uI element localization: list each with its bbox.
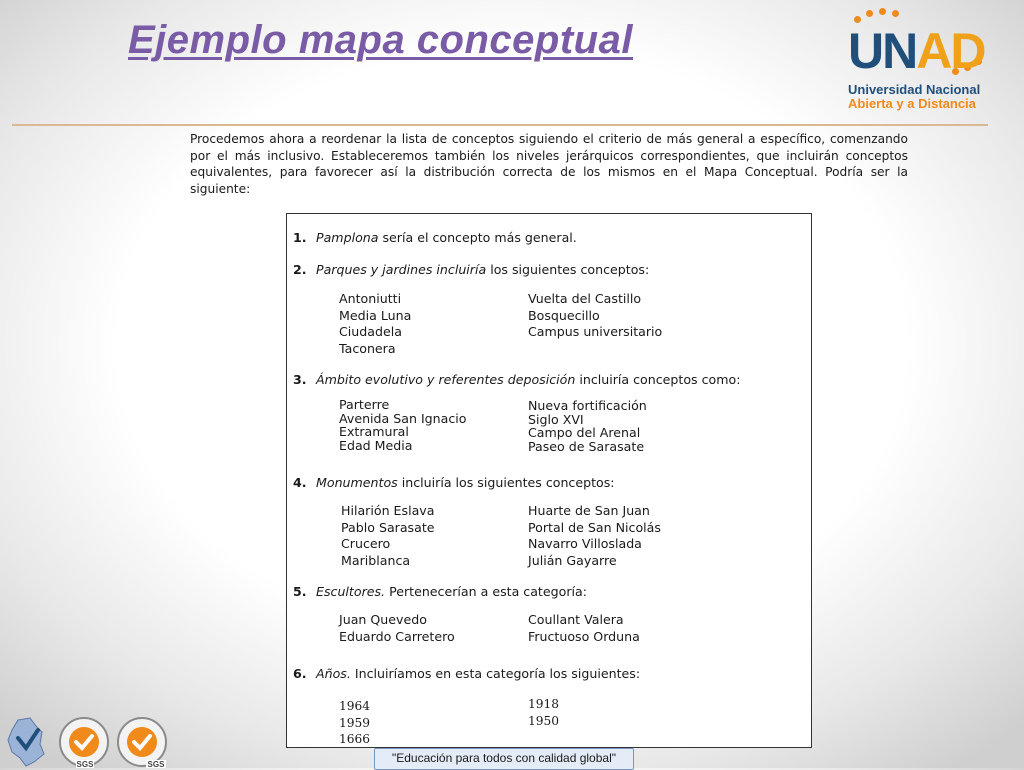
concept-item: Juan Quevedo <box>339 612 427 627</box>
concept-item: Eduardo Carretero <box>339 628 455 644</box>
concept-item: Pablo Sarasate <box>341 519 435 535</box>
section-heading: 3. Ámbito evolutivo y referentes deposición incluiría conceptos como: <box>293 372 741 387</box>
concept-column-left <box>341 503 435 569</box>
svg-text:SGS: SGS <box>76 760 94 768</box>
concept-item: Avenida San Ignacio <box>339 410 467 426</box>
section-heading: 2. Parques y jardines incluiría los siguientes conceptos: <box>293 262 650 277</box>
certification-seal-icon <box>58 716 110 768</box>
concept-item: 1666 <box>339 732 371 746</box>
concept-item: Media Luna <box>339 307 412 323</box>
concept-item: Vuelta del Castillo <box>528 291 642 306</box>
concept-item: Paseo de Sarasate <box>528 438 645 454</box>
concept-item: Huarte de San Juan <box>528 503 650 518</box>
concept-item: Fructuoso Orduna <box>528 628 640 644</box>
concept-column-left <box>339 612 455 645</box>
concept-item: Campo del Arenal <box>528 425 641 440</box>
concept-column-right <box>528 696 559 729</box>
concept-item: 1959 <box>339 715 371 730</box>
section-heading: 1. Pamplona sería el concepto más general. <box>293 230 577 245</box>
concept-item: Mariblanca <box>341 552 411 568</box>
unad-logo <box>846 6 996 114</box>
section-heading: 5. Escultores. Pertenecerían a esta categoría: <box>293 584 587 599</box>
concept-column-right <box>528 399 647 453</box>
concept-item: Coullant Valera <box>528 612 624 627</box>
concept-item: Campus universitario <box>528 324 663 339</box>
concept-column-left <box>339 698 370 748</box>
header-divider <box>12 124 988 126</box>
concept-item: Ciudadela <box>339 324 402 339</box>
section-heading: 6. Años. Incluiríamos en esta categoría los siguientes: <box>293 666 641 681</box>
concept-item: 1918 <box>528 697 560 711</box>
concept-item: Portal de San Nicolás <box>528 519 661 535</box>
svg-text:SGS: SGS <box>147 760 165 768</box>
concept-column-left <box>339 398 467 452</box>
intro-paragraph: Procedemos ahora a reordenar la lista de conceptos siguiendo el criterio de más general a específico, comenzando por el más inclusivo. Estableceremos también los niveles jerárquicos correspondientes, que incluirán conceptos equivalentes, para favorecer así la distribución correcta de los mismos en el Mapa Conceptual. Podría ser la siguiente: <box>190 132 908 196</box>
section-heading: 4. Monumentos incluiría los siguientes conceptos: <box>293 475 615 490</box>
concept-item: Siglo XVI <box>528 411 584 427</box>
concept-item: 1950 <box>528 713 560 728</box>
concept-column-left <box>339 291 411 357</box>
concept-item: Julián Gayarre <box>528 552 617 568</box>
concept-item: Extramural <box>339 424 409 439</box>
concept-item: Nueva fortificación <box>528 398 647 413</box>
concept-item: Navarro Villoslada <box>528 536 642 551</box>
concept-item: 1964 <box>339 699 371 713</box>
colombia-map-icon <box>4 716 48 768</box>
concept-item: Antoniutti <box>339 291 402 306</box>
concept-item: Hilarión Eslava <box>341 503 435 518</box>
logo-line-1: Universidad Nacional <box>848 82 981 97</box>
slide-title: Ejemplo mapa conceptual <box>128 18 633 62</box>
concept-item: Taconera <box>339 340 396 356</box>
concept-item: Bosquecillo <box>528 307 600 323</box>
logo-wordmark: UNAD <box>848 23 985 79</box>
concept-item: Crucero <box>341 536 391 551</box>
footer-slogan: "Educación para todos con calidad global" <box>374 748 634 770</box>
concept-item: Parterre <box>339 397 390 412</box>
concept-column-right <box>528 503 661 569</box>
concept-column-right <box>528 612 640 645</box>
logo-line-2: Abierta y a Distancia <box>848 96 976 111</box>
concept-column-right <box>528 291 662 341</box>
concept-list-box <box>286 213 812 748</box>
sgs-seal-icon <box>116 716 168 768</box>
concept-item: Edad Media <box>339 437 413 453</box>
